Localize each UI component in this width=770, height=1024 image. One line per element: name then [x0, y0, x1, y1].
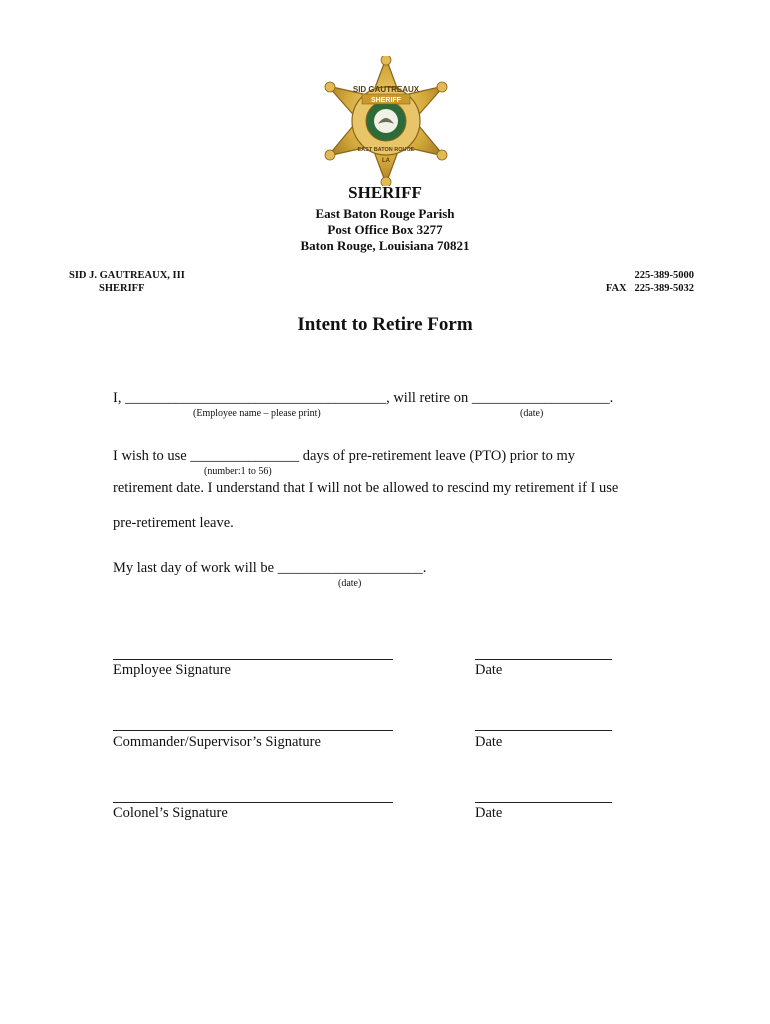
commander-date-label: Date [475, 734, 503, 750]
header-city: Baton Rouge, Louisiana 70821 [300, 238, 470, 253]
header-title: SHERIFF [348, 183, 422, 202]
colonel-signature-line[interactable] [113, 802, 393, 803]
rescind-line: retirement date. I understand that I will not be allowed to rescind my retirement if I use [113, 480, 619, 496]
last-day-date-hint: (date) [338, 578, 362, 589]
badge-bottom-text: EAST BATON ROUGE [357, 147, 415, 153]
badge-banner-text: SHERIFF [371, 97, 401, 104]
contact-title: SHERIFF [99, 283, 145, 294]
form-title: Intent to Retire Form [297, 314, 473, 335]
employee-signature-label: Employee Signature [113, 662, 231, 678]
colonel-date-line[interactable] [475, 802, 612, 803]
last-day-line: My last day of work will be ____________________. [113, 560, 427, 576]
contact-name: SID J. GAUTREAUX, III [69, 270, 185, 281]
employee-date-label: Date [475, 662, 503, 678]
badge-state-text: LA [382, 158, 390, 164]
badge-top-text: SID GAUTREAUX [352, 85, 420, 94]
header-po-box: Post Office Box 3277 [327, 222, 443, 237]
commander-date-line[interactable] [475, 730, 612, 731]
employee-name-hint: (Employee name – please print) [193, 408, 321, 419]
commander-signature-line[interactable] [113, 730, 393, 731]
employee-signature-line[interactable] [113, 659, 393, 660]
retire-date-hint: (date) [520, 408, 544, 419]
colonel-date-label: Date [475, 805, 503, 821]
employee-date-line[interactable] [475, 659, 612, 660]
pre-retirement-line: pre-retirement leave. [113, 515, 234, 531]
pto-line: I wish to use _______________ days of pre-retirement leave (PTO) prior to my [113, 448, 576, 464]
colonel-signature-label: Colonel’s Signature [113, 805, 228, 821]
commander-signature-label: Commander/Supervisor’s Signature [113, 734, 321, 750]
sheriff-badge-logo [318, 56, 454, 186]
contact-phone: 225-389-5000 [634, 270, 694, 281]
retire-statement-line: I, ____________________________________, will retire on ___________________. [113, 390, 614, 406]
pto-number-hint: (number:1 to 56) [204, 466, 272, 477]
contact-fax: FAX 225-389-5032 [605, 283, 694, 294]
header-parish: East Baton Rouge Parish [315, 206, 455, 221]
